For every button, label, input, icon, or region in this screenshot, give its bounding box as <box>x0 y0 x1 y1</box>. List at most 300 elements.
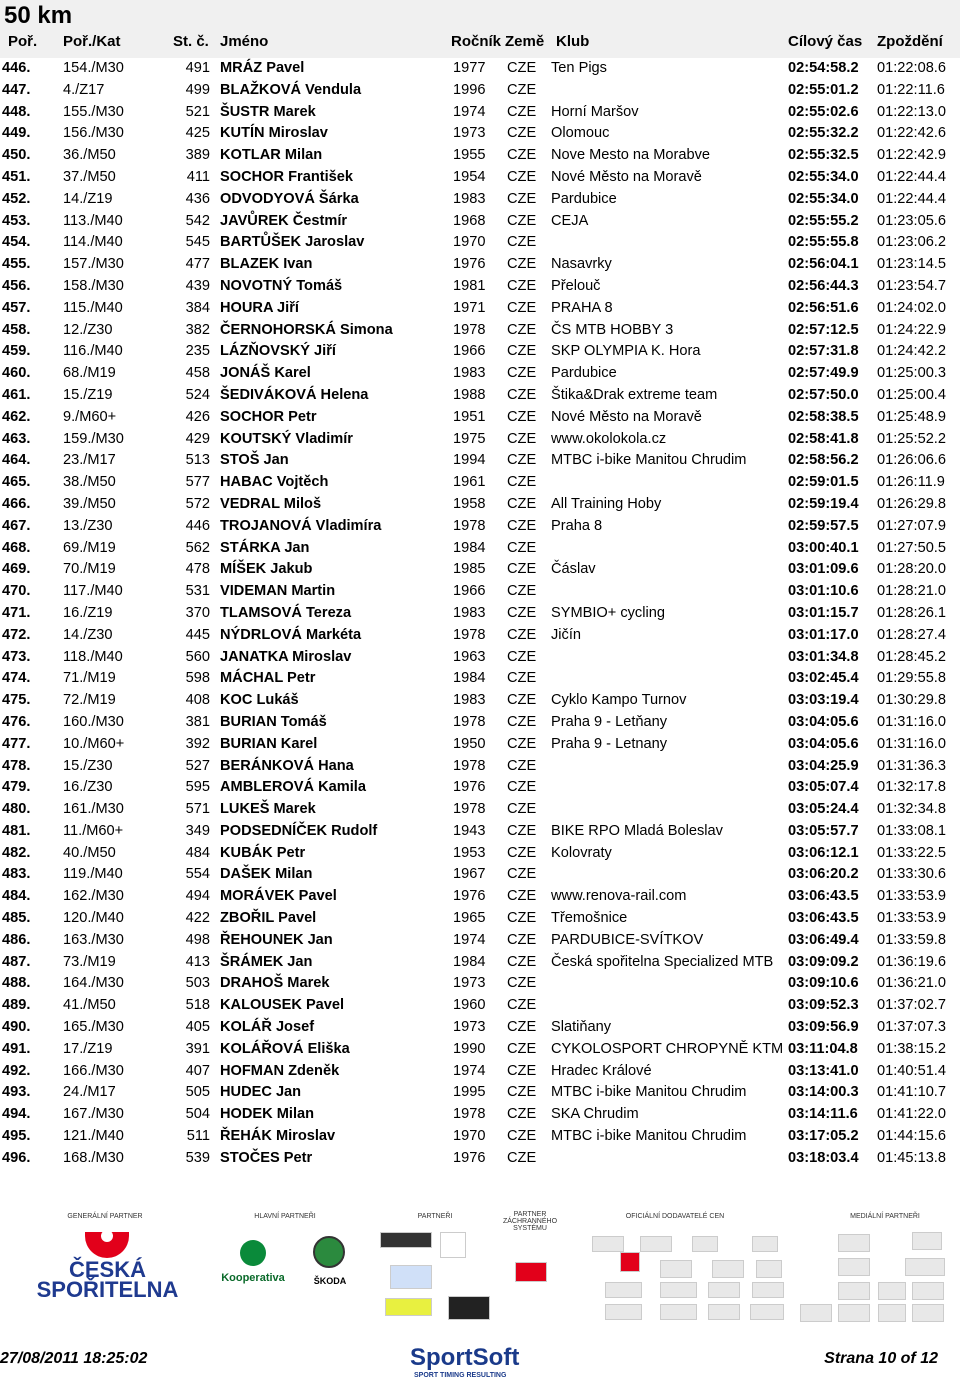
cell-year: 1990 <box>453 1040 486 1057</box>
cell-rank: 466. <box>2 495 31 512</box>
cell-category-rank: 160./M30 <box>63 713 124 730</box>
cell-finish-time: 02:59:57.5 <box>788 517 859 534</box>
cell-finish-time: 03:06:43.5 <box>788 910 859 927</box>
cell-year: 1951 <box>453 408 486 425</box>
cell-finish-time: 03:02:45.4 <box>788 670 859 687</box>
cell-country: CZE <box>507 212 537 229</box>
sporitelna-word: SPOŘITELNA <box>36 1277 179 1302</box>
cell-country: CZE <box>507 386 537 403</box>
cell-year: 1965 <box>453 910 486 927</box>
cell-finish-time: 02:55:55.2 <box>788 212 859 229</box>
cell-start-number: 505 <box>185 1084 210 1101</box>
cell-category-rank: 159./M30 <box>63 430 124 447</box>
cell-start-number: 531 <box>185 583 210 600</box>
kooperativa-word: Kooperativa <box>221 1272 285 1284</box>
cell-start-number: 560 <box>185 648 210 665</box>
cell-delay: 01:23:54.7 <box>877 277 946 294</box>
cell-finish-time: 02:58:38.5 <box>788 408 859 425</box>
cell-finish-time: 03:01:10.6 <box>788 583 859 600</box>
table-row <box>0 843 960 865</box>
cell-start-number: 518 <box>185 997 210 1014</box>
cell-category-rank: 13./Z30 <box>63 517 113 534</box>
cell-rank: 452. <box>2 190 31 207</box>
cell-rank: 486. <box>2 931 31 948</box>
cell-delay: 01:30:29.8 <box>877 692 946 709</box>
cell-rank: 453. <box>2 212 31 229</box>
media-logo-7 <box>912 1304 944 1322</box>
prize-logo-vitaland <box>660 1282 697 1298</box>
cell-year: 1966 <box>453 583 486 600</box>
page-number: Strana 10 of 12 <box>824 1350 938 1367</box>
cell-club: CYKOLOSPORT CHROPYNĚ KTM <box>551 1040 784 1057</box>
cell-delay: 01:33:22.5 <box>877 844 946 861</box>
cell-category-rank: 168./M30 <box>63 1149 124 1166</box>
cell-finish-time: 02:58:56.2 <box>788 452 859 469</box>
cell-club: Olomouc <box>551 125 610 142</box>
table-row <box>0 538 960 560</box>
cell-year: 1970 <box>453 234 486 251</box>
cell-year: 1984 <box>453 953 486 970</box>
cell-club: Třemošnice <box>551 910 628 927</box>
sponsor-heading-media: MEDIÁLNÍ PARTNEŘI <box>850 1213 920 1220</box>
table-row <box>0 407 960 429</box>
cell-category-rank: 11./M60+ <box>63 822 124 839</box>
prize-logo-10 <box>660 1304 697 1320</box>
cell-rank: 464. <box>2 452 31 469</box>
cell-delay: 01:22:44.4 <box>877 190 946 207</box>
cell-year: 1978 <box>453 626 486 643</box>
cell-finish-time: 03:04:25.9 <box>788 757 859 774</box>
cell-category-rank: 115./M40 <box>63 299 123 316</box>
cell-rank: 489. <box>2 997 31 1014</box>
media-logo-3 <box>838 1282 870 1300</box>
cell-delay: 01:22:44.4 <box>877 168 946 185</box>
cell-country: CZE <box>507 103 537 120</box>
cell-start-number: 511 <box>186 1128 210 1145</box>
cell-start-number: 405 <box>185 1019 210 1036</box>
cell-delay: 01:33:53.9 <box>877 888 946 905</box>
cell-finish-time: 02:55:32.2 <box>788 125 859 142</box>
prize-logo-3 <box>692 1236 718 1252</box>
cell-country: CZE <box>507 1019 537 1036</box>
cell-year: 1976 <box>453 888 486 905</box>
table-row <box>0 625 960 647</box>
cell-rank: 478. <box>2 757 31 774</box>
cell-year: 1983 <box>453 692 486 709</box>
cell-rank: 465. <box>2 474 31 491</box>
table-row <box>0 123 960 145</box>
cell-finish-time: 03:14:00.3 <box>788 1084 859 1101</box>
cell-finish-time: 02:55:32.5 <box>788 147 859 164</box>
partner-logo-sport-obchod <box>448 1296 490 1320</box>
cell-delay: 01:25:52.2 <box>877 430 946 447</box>
cell-delay: 01:25:48.9 <box>877 408 946 425</box>
cell-country: CZE <box>507 430 537 447</box>
cell-delay: 01:45:13.8 <box>877 1149 946 1166</box>
cell-club: Slatiňany <box>551 1019 612 1036</box>
cell-year: 1976 <box>453 779 486 796</box>
cell-club: Čáslav <box>551 561 596 578</box>
cell-country: CZE <box>507 125 537 142</box>
cell-country: CZE <box>507 822 537 839</box>
cell-category-rank: 36./M50 <box>63 147 116 164</box>
cell-year: 1961 <box>453 474 486 491</box>
cell-category-rank: 68./M19 <box>63 365 116 382</box>
cell-start-number: 349 <box>185 822 210 839</box>
col-header-finish-time: Cílový čas <box>788 33 863 50</box>
cell-start-number: 491 <box>185 60 210 76</box>
cell-country: CZE <box>507 866 537 883</box>
table-row <box>0 734 960 756</box>
cell-delay: 01:25:00.3 <box>877 365 946 382</box>
cell-delay: 01:23:05.6 <box>877 212 946 229</box>
table-row <box>0 298 960 320</box>
cell-club: Nové Město na Moravě <box>551 168 702 185</box>
cell-finish-time: 02:58:41.8 <box>788 430 859 447</box>
cell-year: 1978 <box>453 517 486 534</box>
cell-name: BARTŮŠEK Jaroslav <box>220 234 365 251</box>
cell-country: CZE <box>507 888 537 905</box>
cell-year: 1976 <box>453 1149 486 1166</box>
cell-start-number: 571 <box>185 801 210 818</box>
cell-year: 1953 <box>453 844 486 861</box>
cell-start-number: 572 <box>185 495 210 512</box>
cell-year: 1978 <box>453 801 486 818</box>
table-row <box>0 1017 960 1039</box>
col-header-delay: Zpoždění <box>877 33 943 50</box>
cell-start-number: 370 <box>185 604 210 621</box>
cell-name: KOLÁŘ Josef <box>220 1019 315 1036</box>
table-row <box>0 276 960 298</box>
cell-delay: 01:24:22.9 <box>877 321 946 338</box>
cell-delay: 01:37:07.3 <box>877 1019 946 1036</box>
cell-finish-time: 03:14:11.6 <box>788 1106 858 1123</box>
cell-delay: 01:26:06.6 <box>877 452 946 469</box>
cell-start-number: 445 <box>185 626 210 643</box>
cell-delay: 01:24:02.0 <box>877 299 946 316</box>
cell-name: HABAC Vojtěch <box>220 474 329 491</box>
cell-rank: 476. <box>2 713 31 730</box>
table-row <box>0 341 960 363</box>
cell-club: MTBC i-bike Manitou Chrudim <box>551 452 747 469</box>
cell-start-number: 545 <box>185 234 210 251</box>
cell-country: CZE <box>507 910 537 927</box>
cell-finish-time: 03:05:57.7 <box>788 822 859 839</box>
cell-country: CZE <box>507 648 537 665</box>
table-row <box>0 886 960 908</box>
cell-category-rank: 15./Z19 <box>63 386 113 403</box>
cell-year: 1968 <box>453 212 486 229</box>
cell-year: 1978 <box>453 713 486 730</box>
cell-name: JANATKA Miroslav <box>220 648 352 665</box>
cell-club: BIKE RPO Mladá Boleslav <box>551 822 723 839</box>
cell-year: 1967 <box>453 866 486 883</box>
print-timestamp: 27/08/2011 18:25:02 <box>0 1350 148 1367</box>
cell-country: CZE <box>507 234 537 251</box>
cell-finish-time: 02:56:04.1 <box>788 256 859 273</box>
col-header-country: Země <box>505 33 545 50</box>
cell-finish-time: 03:01:09.6 <box>788 561 859 578</box>
cell-rank: 493. <box>2 1084 31 1101</box>
cell-rank: 496. <box>2 1149 31 1166</box>
cell-year: 1995 <box>453 1084 486 1101</box>
media-logo-1 <box>838 1234 870 1252</box>
cell-finish-time: 02:57:50.0 <box>788 386 859 403</box>
cell-category-rank: 166./M30 <box>63 1062 124 1079</box>
cell-finish-time: 03:11:04.8 <box>788 1040 858 1057</box>
cell-delay: 01:37:02.7 <box>877 997 946 1014</box>
cell-start-number: 477 <box>185 256 210 273</box>
prize-logo-4 <box>660 1260 692 1278</box>
cell-rank: 487. <box>2 953 31 970</box>
cell-country: CZE <box>507 1084 537 1101</box>
cell-name: BLAŽKOVÁ Vendula <box>220 81 362 98</box>
table-row <box>0 472 960 494</box>
cell-country: CZE <box>507 277 537 294</box>
cell-name: NOVOTNÝ Tomáš <box>220 277 343 294</box>
cell-name: ŠRÁMEK Jan <box>220 953 313 970</box>
prize-logo-8 <box>752 1282 784 1298</box>
cell-name: LÁZŇOVSKÝ Jiří <box>220 343 336 360</box>
cell-category-rank: 41./M50 <box>63 997 116 1014</box>
cell-year: 1994 <box>453 452 486 469</box>
cell-start-number: 595 <box>185 779 210 796</box>
cell-start-number: 422 <box>185 910 210 927</box>
cell-country: CZE <box>507 583 537 600</box>
cell-start-number: 426 <box>185 408 210 425</box>
cell-name: ŘEHÁK Miroslav <box>220 1128 336 1145</box>
cell-finish-time: 03:06:43.5 <box>788 888 859 905</box>
cell-finish-time: 03:01:17.0 <box>788 626 859 643</box>
cell-finish-time: 03:03:19.4 <box>788 692 859 709</box>
cell-country: CZE <box>507 561 537 578</box>
cell-category-rank: 16./Z19 <box>63 604 113 621</box>
cell-club: Horní Maršov <box>551 103 639 120</box>
cell-rank: 473. <box>2 648 31 665</box>
cell-finish-time: 03:04:05.6 <box>788 735 859 752</box>
table-row <box>0 1148 960 1170</box>
page-title: 50 km <box>4 2 73 29</box>
cell-club: SKP OLYMPIA K. Hora <box>551 343 701 360</box>
cell-name: KOUTSKÝ Vladimír <box>220 430 353 447</box>
cell-country: CZE <box>507 60 537 76</box>
cell-name: AMBLEROVÁ Kamila <box>220 779 366 796</box>
cell-country: CZE <box>507 1062 537 1079</box>
cell-name: JONÁŠ Karel <box>220 365 311 382</box>
table-row <box>0 1126 960 1148</box>
cell-year: 1950 <box>453 735 486 752</box>
partner-logo-alpine <box>380 1232 432 1248</box>
cell-country: CZE <box>507 517 537 534</box>
cell-finish-time: 02:59:19.4 <box>788 495 859 512</box>
cell-year: 1960 <box>453 997 486 1014</box>
cell-rank: 458. <box>2 321 31 338</box>
cell-club: Ten Pigs <box>551 60 607 76</box>
cell-name: TLAMSOVÁ Tereza <box>220 604 352 621</box>
cell-category-rank: 155./M30 <box>63 103 124 120</box>
cell-rank: 460. <box>2 365 31 382</box>
cell-year: 1978 <box>453 1106 486 1123</box>
cell-delay: 01:33:08.1 <box>877 822 946 839</box>
table-row <box>0 232 960 254</box>
cell-name: KOC Lukáš <box>220 692 299 709</box>
cell-start-number: 539 <box>185 1149 210 1166</box>
table-row <box>0 58 960 80</box>
cell-rank: 477. <box>2 735 31 752</box>
cell-start-number: 598 <box>185 670 210 687</box>
cell-country: CZE <box>507 1128 537 1145</box>
cell-country: CZE <box>507 539 537 556</box>
cell-rank: 492. <box>2 1062 31 1079</box>
cell-name: DAŠEK Milan <box>220 866 313 883</box>
cell-country: CZE <box>507 692 537 709</box>
sponsor-heading-general: GENERÁLNÍ PARTNER <box>67 1213 143 1220</box>
cell-country: CZE <box>507 975 537 992</box>
cell-category-rank: 38./M50 <box>63 474 116 491</box>
table-row <box>0 211 960 233</box>
cell-start-number: 513 <box>185 452 210 469</box>
prize-logo-thule <box>708 1282 740 1298</box>
cell-year: 1954 <box>453 168 486 185</box>
cell-club: Hradec Králové <box>551 1062 652 1079</box>
cell-delay: 01:25:00.4 <box>877 386 946 403</box>
table-row <box>0 821 960 843</box>
cell-delay: 01:41:10.7 <box>877 1084 946 1101</box>
cell-start-number: 499 <box>185 81 210 98</box>
table-row <box>0 995 960 1017</box>
cell-rank: 495. <box>2 1128 31 1145</box>
cell-year: 1973 <box>453 125 486 142</box>
cell-name: ŘEHOUNEK Jan <box>220 931 333 948</box>
media-logo-sport <box>912 1232 942 1250</box>
cell-start-number: 478 <box>185 561 210 578</box>
cell-category-rank: 154./M30 <box>63 60 124 76</box>
cell-rank: 491. <box>2 1040 31 1057</box>
cell-country: CZE <box>507 321 537 338</box>
cell-year: 1975 <box>453 430 486 447</box>
cell-year: 1978 <box>453 321 486 338</box>
cell-category-rank: 40./M50 <box>63 844 116 861</box>
cell-rank: 447. <box>2 81 31 98</box>
sportsoft-logo <box>410 1344 550 1380</box>
cell-name: NÝDRLOVÁ Markéta <box>220 626 362 643</box>
cell-year: 1974 <box>453 931 486 948</box>
media-logo-5 <box>912 1282 944 1300</box>
cell-finish-time: 03:17:05.2 <box>788 1128 859 1145</box>
cell-finish-time: 03:05:24.4 <box>788 801 859 818</box>
cell-delay: 01:28:20.0 <box>877 561 946 578</box>
cell-club: ČS MTB HOBBY 3 <box>551 321 674 338</box>
cell-year: 1984 <box>453 539 486 556</box>
cell-category-rank: 23./M17 <box>63 452 116 469</box>
cell-club: Kolovraty <box>551 844 612 861</box>
cell-name: SOCHOR František <box>220 168 353 185</box>
cell-start-number: 439 <box>185 277 210 294</box>
cell-category-rank: 157./M30 <box>63 256 124 273</box>
cell-year: 1985 <box>453 561 486 578</box>
cell-country: CZE <box>507 626 537 643</box>
cell-name: KUBÁK Petr <box>220 844 306 861</box>
cell-category-rank: 71./M19 <box>63 670 116 687</box>
cell-rank: 485. <box>2 910 31 927</box>
cell-club: Jičín <box>551 626 582 643</box>
prize-logo-7 <box>605 1282 642 1298</box>
cell-delay: 01:36:21.0 <box>877 975 946 992</box>
cell-rank: 451. <box>2 168 31 185</box>
kooperativa-logo <box>218 1240 288 1300</box>
cell-rank: 480. <box>2 801 31 818</box>
table-row <box>0 363 960 385</box>
cell-country: CZE <box>507 953 537 970</box>
cell-finish-time: 02:56:44.3 <box>788 277 859 294</box>
cell-country: CZE <box>507 168 537 185</box>
cell-year: 1976 <box>453 256 486 273</box>
cell-country: CZE <box>507 1149 537 1166</box>
table-row <box>0 647 960 669</box>
cell-year: 1973 <box>453 1019 486 1036</box>
cell-rank: 490. <box>2 1019 31 1036</box>
cell-year: 1984 <box>453 670 486 687</box>
cell-delay: 01:41:22.0 <box>877 1106 946 1123</box>
cell-country: CZE <box>507 735 537 752</box>
cell-country: CZE <box>507 713 537 730</box>
cell-finish-time: 02:54:58.2 <box>788 60 859 76</box>
cell-country: CZE <box>507 343 537 360</box>
table-row <box>0 1082 960 1104</box>
sponsor-heading-rescue: PARTNER ZÁCHRANNÉHO SYSTÉMU <box>502 1211 558 1232</box>
cell-category-rank: 24./M17 <box>63 1084 116 1101</box>
cell-finish-time: 03:06:20.2 <box>788 866 859 883</box>
table-row <box>0 385 960 407</box>
cell-rank: 467. <box>2 517 31 534</box>
prize-logo-12 <box>750 1304 784 1320</box>
partner-logo-3m <box>515 1262 547 1282</box>
cell-club: www.okolokola.cz <box>551 430 667 447</box>
cell-rank: 459. <box>2 343 31 360</box>
cell-delay: 01:33:59.8 <box>877 931 946 948</box>
sponsor-heading-prizes: OFICIÁLNÍ DODAVATELÉ CEN <box>625 1213 725 1220</box>
cell-finish-time: 03:09:52.3 <box>788 997 859 1014</box>
cell-club: www.renova-rail.com <box>551 888 687 905</box>
cell-start-number: 458 <box>185 365 210 382</box>
cell-year: 1983 <box>453 190 486 207</box>
cell-name: BURIAN Tomáš <box>220 713 327 730</box>
cell-delay: 01:32:17.8 <box>877 779 946 796</box>
cell-delay: 01:22:42.9 <box>877 147 946 164</box>
cell-delay: 01:27:07.9 <box>877 517 946 534</box>
cell-year: 1971 <box>453 299 486 316</box>
cell-start-number: 391 <box>185 1040 210 1057</box>
cell-country: CZE <box>507 1106 537 1123</box>
cell-rank: 482. <box>2 844 31 861</box>
table-row <box>0 559 960 581</box>
cell-category-rank: 16./Z30 <box>63 779 113 796</box>
cell-start-number: 392 <box>185 735 210 752</box>
cell-category-rank: 158./M30 <box>63 277 124 294</box>
cell-delay: 01:31:16.0 <box>877 713 946 730</box>
prize-logo-11 <box>708 1304 740 1320</box>
cell-category-rank: 156./M30 <box>63 125 124 142</box>
cell-delay: 01:31:36.3 <box>877 757 946 774</box>
cell-category-rank: 117./M40 <box>63 583 123 600</box>
cell-country: CZE <box>507 147 537 164</box>
cell-rank: 449. <box>2 125 31 142</box>
media-logo-2 <box>838 1258 870 1276</box>
table-row <box>0 254 960 276</box>
cell-country: CZE <box>507 779 537 796</box>
cell-name: STOČES Petr <box>220 1149 313 1166</box>
cell-name: ODVODYOVÁ Šárka <box>220 190 359 207</box>
